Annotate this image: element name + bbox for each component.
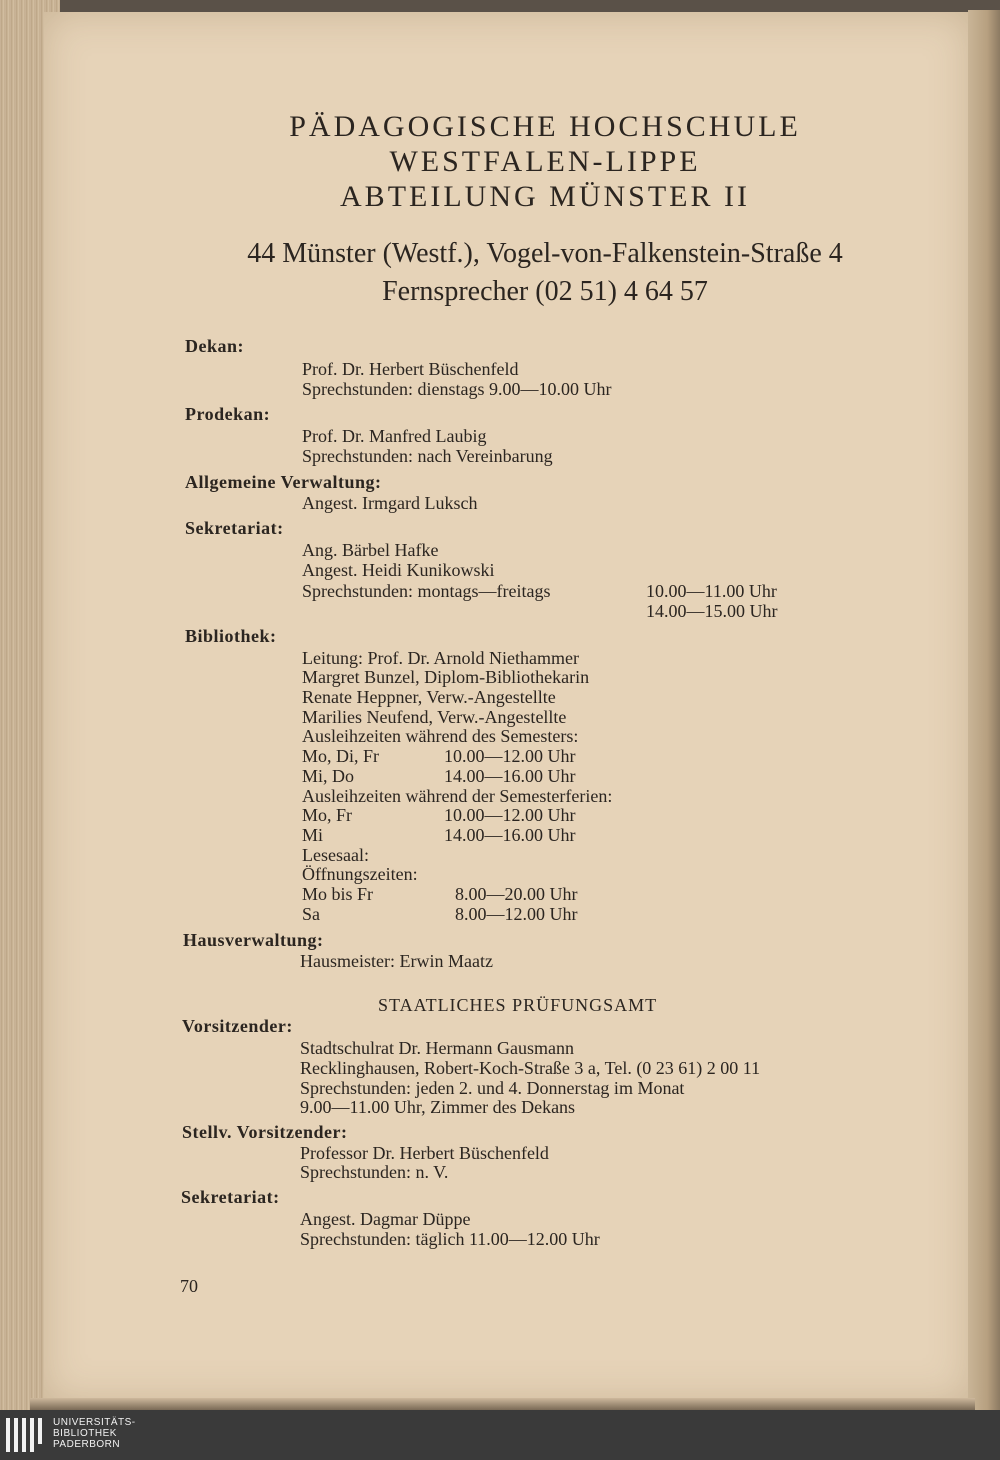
vorsitz-address: Recklinghausen, Robert-Koch-Straße 3 a, Tel. (0 23 61) 2 00 11 — [300, 1058, 761, 1078]
bibliothek-label: Bibliothek: — [185, 626, 277, 646]
lesesaal-label: Lesesaal: — [302, 845, 369, 865]
hausverwaltung-name: Hausmeister: Erwin Maatz — [300, 951, 493, 971]
bibliothek-leitung: Leitung: Prof. Dr. Arnold Niethammer — [302, 648, 579, 668]
address: 44 Münster (Westf.), Vogel-von-Falkenstein-Straße 4 — [247, 238, 843, 269]
sekretariat-staff-1: Ang. Bärbel Hafke — [302, 540, 439, 560]
semester-days-1: Mo, Di, Fr — [302, 746, 380, 766]
bibliothek-staff-2: Renate Heppner, Verw.-Angestellte — [302, 687, 556, 707]
ferien-label: Ausleihzeiten während der Semesterferien: — [302, 786, 613, 806]
dekan-name: Prof. Dr. Herbert Büschenfeld — [302, 359, 519, 379]
library-logo-text — [53, 1417, 136, 1450]
stellv-label: Stellv. Vorsitzender: — [182, 1122, 348, 1142]
sekretariat-staff-2: Angest. Heidi Kunikowski — [302, 560, 495, 580]
vorsitz-hours-2: 9.00—11.00 Uhr, Zimmer des Dekans — [300, 1097, 576, 1117]
vorsitz-name: Stadtschulrat Dr. Hermann Gausmann — [300, 1038, 574, 1058]
prodekan-hours: Sprechstunden: nach Vereinbarung — [302, 446, 553, 466]
logo-line-1: UNIVERSITÄTS- — [53, 1417, 136, 1428]
pruefung-sekretariat-name: Angest. Dagmar Düppe — [300, 1209, 471, 1229]
semester-time-2: 14.00—16.00 Uhr — [444, 766, 576, 786]
vorsitz-label: Vorsitzender: — [182, 1016, 293, 1036]
semester-time-1: 10.00—12.00 Uhr — [444, 746, 576, 766]
semester-label: Ausleihzeiten während des Semesters: — [302, 726, 579, 746]
stellv-name: Professor Dr. Herbert Büschenfeld — [300, 1143, 549, 1163]
verwaltung-name: Angest. Irmgard Luksch — [302, 493, 478, 513]
dekan-label: Dekan: — [185, 336, 245, 356]
lesesaal-time-2: 8.00—12.00 Uhr — [455, 904, 578, 924]
book-spine-edge — [968, 10, 1000, 1410]
dekan-hours: Sprechstunden: dienstags 9.00—10.00 Uhr — [302, 379, 612, 399]
pruefung-sekretariat-label: Sekretariat: — [181, 1187, 280, 1207]
bibliothek-staff-3: Marilies Neufend, Verw.-Angestellte — [302, 707, 567, 727]
logo-line-3: PADERBORN — [53, 1439, 121, 1450]
semester-days-2: Mi, Do — [302, 766, 355, 786]
sekretariat-hours-1: 10.00—11.00 Uhr — [646, 581, 777, 601]
footer-bar — [0, 1410, 1000, 1460]
lesesaal-time-1: 8.00—20.00 Uhr — [455, 884, 578, 904]
sekretariat-hours-label: Sprechstunden: montags—freitags — [302, 581, 551, 601]
logo-line-2: BIBLIOTHEK — [53, 1428, 117, 1439]
ferien-days-1: Mo, Fr — [302, 805, 353, 825]
page-number: 70 — [180, 1276, 198, 1296]
bibliothek-staff-1: Margret Bunzel, Diplom-Bibliothekarin — [302, 667, 590, 687]
prodekan-label: Prodekan: — [185, 404, 271, 424]
hausverwaltung-label: Hausverwaltung: — [183, 930, 324, 950]
sekretariat-hours-2: 14.00—15.00 Uhr — [646, 601, 778, 621]
ferien-days-2: Mi — [302, 825, 324, 845]
sekretariat-label: Sekretariat: — [185, 518, 284, 538]
stellv-hours: Sprechstunden: n. V. — [300, 1162, 449, 1182]
pruefungsamt-heading: STAATLICHES PRÜFUNGSAMT — [378, 995, 658, 1015]
phone: Fernsprecher (02 51) 4 64 57 — [382, 276, 708, 307]
ferien-time-2: 14.00—16.00 Uhr — [444, 825, 576, 845]
title-line-3: ABTEILUNG MÜNSTER II — [340, 180, 750, 213]
oeffnung-label: Öffnungszeiten: — [302, 864, 418, 884]
book-bottom-edge — [30, 1398, 975, 1410]
lesesaal-days-2: Sa — [302, 904, 320, 924]
lesesaal-days-1: Mo bis Fr — [302, 884, 374, 904]
library-logo-icon — [6, 1418, 46, 1456]
ferien-time-1: 10.00—12.00 Uhr — [444, 805, 576, 825]
title-line-2: WESTFALEN-LIPPE — [389, 145, 701, 178]
prodekan-name: Prof. Dr. Manfred Laubig — [302, 426, 487, 446]
verwaltung-label: Allgemeine Verwaltung: — [185, 472, 382, 492]
title-line-1: PÄDAGOGISCHE HOCHSCHULE — [289, 110, 801, 143]
vorsitz-hours-1: Sprechstunden: jeden 2. und 4. Donnerstag im Monat — [300, 1078, 685, 1098]
pruefung-sekretariat-hours: Sprechstunden: täglich 11.00—12.00 Uhr — [300, 1229, 600, 1249]
